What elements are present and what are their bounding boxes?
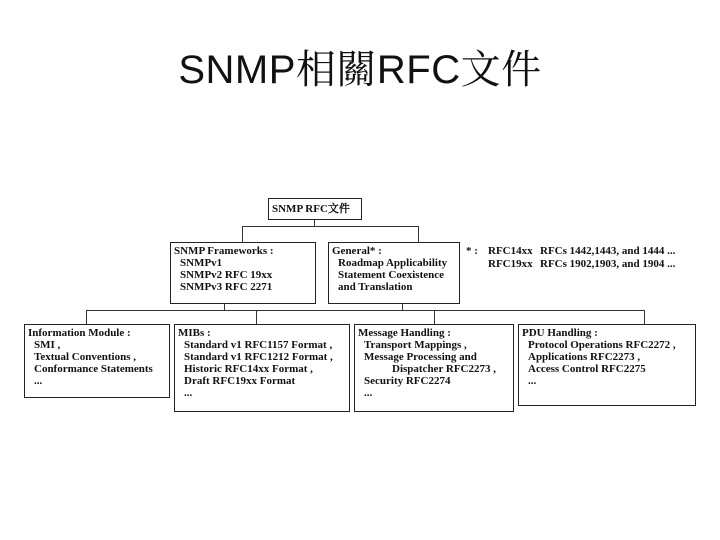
general-item: Statement Coexistence <box>338 269 444 281</box>
message-handling-item: Transport Mappings , <box>364 339 467 351</box>
frameworks-item: SNMPv2 RFC 19xx <box>180 269 273 281</box>
footnote-key: RFC14xx <box>488 245 533 257</box>
mibs-item: Standard v1 RFC1157 Format , <box>184 339 333 351</box>
footnote <box>466 245 694 275</box>
mibs-header: MIBs : <box>178 327 211 339</box>
rfc-diagram <box>24 192 696 412</box>
message-handling-box <box>354 324 514 412</box>
connector-general-up <box>418 226 419 242</box>
information-module-item: SMI , <box>34 339 61 351</box>
frameworks-item: SNMPv1 <box>180 257 223 269</box>
pdu-handling-item: ... <box>528 375 537 387</box>
general-item: and Translation <box>338 281 413 293</box>
pdu-handling-item: Access Control RFC2275 <box>528 363 646 375</box>
general-header: General* : <box>332 245 382 257</box>
slide-title: SNMP相關RFC文件 <box>178 48 542 92</box>
frameworks-box <box>170 242 316 304</box>
connector-info-module-up <box>86 310 87 324</box>
information-module-box <box>24 324 170 398</box>
mibs-item: ... <box>184 387 193 399</box>
connector-frameworks-up <box>242 226 243 242</box>
mibs-box <box>174 324 350 412</box>
footnote-row <box>488 258 675 271</box>
connector-mibs-up <box>256 310 257 324</box>
footnote-key: RFC19xx <box>488 258 533 270</box>
information-module-header: Information Module : <box>28 327 131 339</box>
information-module-item: Conformance Statements <box>34 363 153 375</box>
mibs-item: Historic RFC14xx Format , <box>184 363 313 375</box>
connector-message-up <box>434 310 435 324</box>
mibs-item: Standard v1 RFC1212 Format , <box>184 351 333 363</box>
mibs-item: Draft RFC19xx Format <box>184 375 296 387</box>
frameworks-header: SNMP Frameworks : <box>174 245 274 257</box>
connector-level2-bus <box>86 310 644 311</box>
footnote-marker: * : <box>466 245 478 257</box>
message-handling-item: Security RFC2274 <box>364 375 451 387</box>
message-handling-item: Message Processing and <box>364 351 477 363</box>
pdu-handling-item: Protocol Operations RFC2272 , <box>528 339 676 351</box>
footnote-value: RFCs 1442,1443, and 1444 ... <box>540 245 676 257</box>
message-handling-item: ... <box>364 387 373 399</box>
pdu-handling-box <box>518 324 696 406</box>
message-handling-item: Dispatcher RFC2273 , <box>392 363 496 375</box>
footnote-value: RFCs 1902,1903, and 1904 ... <box>540 258 676 270</box>
frameworks-item: SNMPv3 RFC 2271 <box>180 281 273 293</box>
general-box <box>328 242 460 304</box>
root-label: SNMP RFC文件 <box>272 203 350 215</box>
pdu-handling-item: Applications RFC2273 , <box>528 351 641 363</box>
connector-pdu-up <box>644 310 645 324</box>
pdu-handling-header: PDU Handling : <box>522 327 598 339</box>
general-item: Roadmap Applicability <box>338 257 448 269</box>
footnote-row <box>488 245 675 258</box>
message-handling-header: Message Handling : <box>358 327 451 339</box>
connector-level1-bus <box>242 226 418 227</box>
information-module-item: Textual Conventions , <box>34 351 136 363</box>
information-module-item: ... <box>34 375 43 387</box>
root-box <box>268 198 362 220</box>
